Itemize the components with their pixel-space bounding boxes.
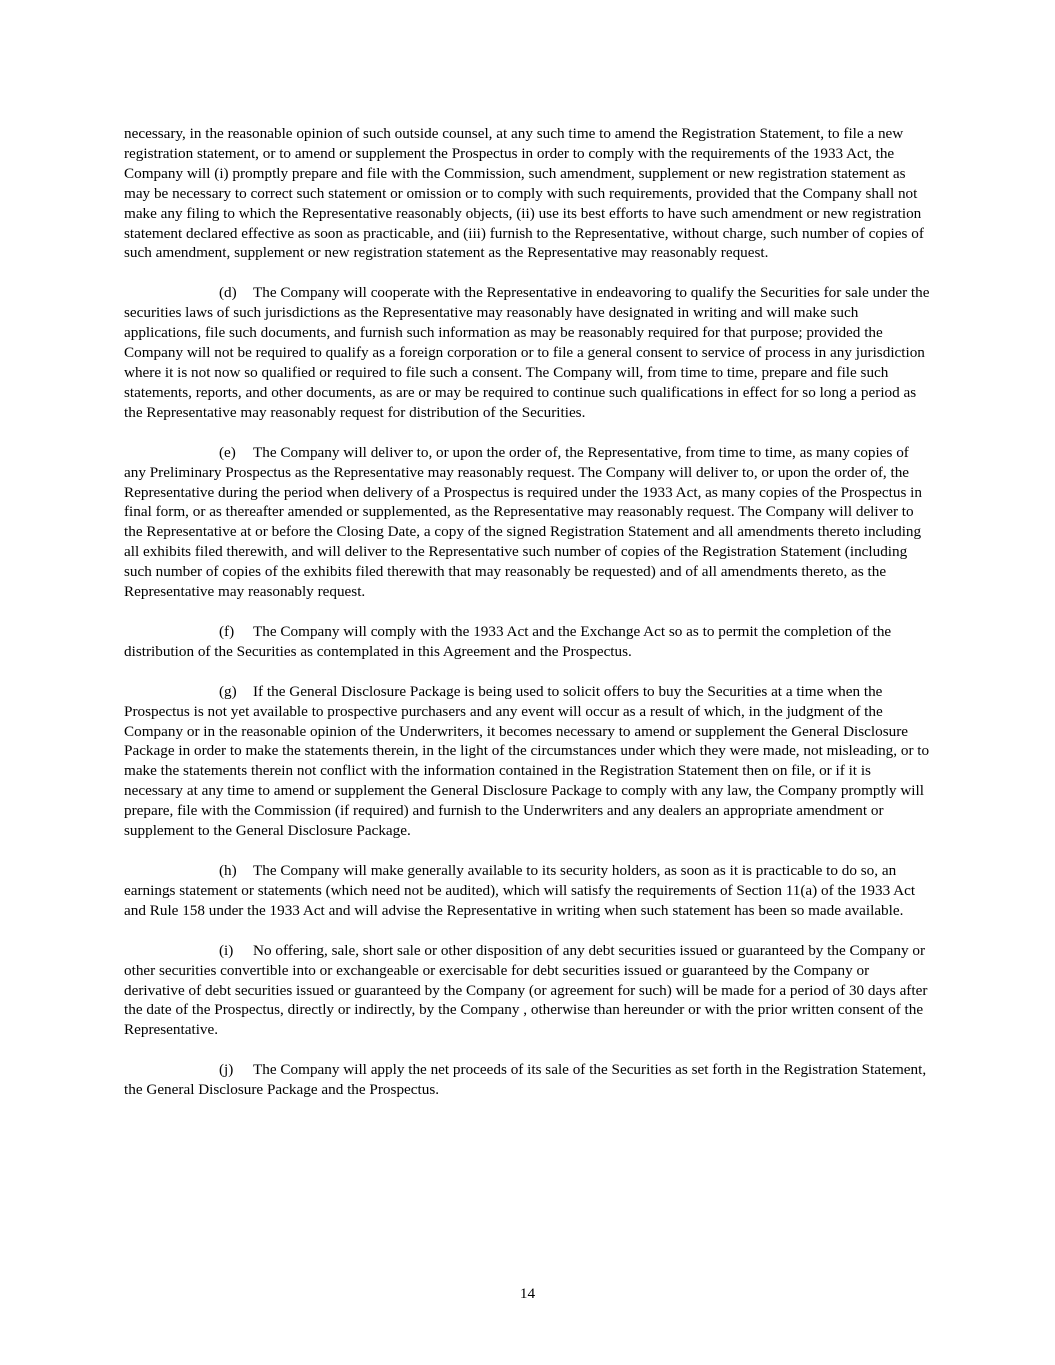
clause-text: The Company will cooperate with the Representative in endeavoring to qualify the Securities for sale under the securities laws of such jurisdictions as the Representative may reasonably have designated in writing and will make such applications, file such documents, and furnish such information as may be reasonably required for that purpose; provided the Company will not be required to qualify as a foreign corporation or to file a general consent to service of process in any jurisdiction where it is not now so qualified or required to file such a consent. The Company will, from time to time, prepare and file such statements, reports, and other documents, as are or may be required to continue such qualifications in effect for so long a period as the Representative may reasonably request for distribution of the Securities. [124, 284, 930, 421]
clause-text: If the General Disclosure Package is being used to solicit offers to buy the Securities at a time when the Prospectus is not yet available to prospective purchasers and any event will occur as a result of which, in the judgment of the Company or in the reasonable opinion of the Underwriters, it becomes necessary to amend or supplement the General Disclosure Package in order to make the statements therein, in the light of the circumstances under which they were made, not misleading, or to make the statements therein not conflict with the information contained in the Registration Statement then on file, or if it is necessary at any time to amend or supplement the General Disclosure Package to comply with any law, the Company promptly will prepare, file with the Commission (if required) and furnish to the Underwriters and any dealers an appropriate amendment or supplement to the General Disclosure Package. [124, 682, 930, 840]
clause-e [124, 443, 932, 602]
clause-label: (h) [219, 862, 237, 879]
clause-text: The Company will comply with the 1933 Act and the Exchange Act so as to permit the completion of the distribution of the Securities as contemplated in this Agreement and the Prospectus. [124, 622, 892, 660]
clause-label: (e) [219, 443, 236, 461]
document-page [124, 124, 932, 1120]
clause-f [124, 622, 932, 662]
clause-d [124, 283, 932, 422]
clause-i [124, 941, 932, 1041]
page-number: 14 [519, 1285, 536, 1302]
clause-j [124, 1060, 932, 1100]
clause-text: The Company will apply the net proceeds of its sale of the Securities as set forth in the Registration Statement, the General Disclosure Package and the Prospectus. [124, 1061, 927, 1099]
clause-label: (f) [219, 622, 235, 640]
clause-label: (g) [219, 682, 237, 700]
clause-text: No offering, sale, short sale or other disposition of any debt securities issued or guaranteed by the Company or other securities convertible into or exchangeable or exercisable for debt securities issued or guaranteed by the Company or derivative of debt securities issued or guaranteed by the Company (or agreement for such) will be made for a period of 30 days after the date of the Prospectus, directly or indirectly, by the Company , otherwise than hereunder or with the prior written consent of the Representative. [124, 941, 928, 1039]
clause-label: (d) [219, 284, 237, 302]
clause-h [124, 861, 932, 921]
clause-g [124, 682, 932, 841]
clause-text: The Company will make generally available to its security holders, as soon as it is practicable to do so, an earnings statement or statements (which need not be audited), which will satisfy the requirements of Section 11(a) of the 1933 Act and Rule 158 under the 1933 Act and will advise the Representative in writing when such statement has been so made available. [124, 862, 916, 919]
clause-label: (j) [219, 1061, 234, 1079]
continuation-paragraph: necessary, in the reasonable opinion of such outside counsel, at any such time to amend the Registration Statement, to file a new registration statement, or to amend or supplement the Prospectus in order to comply with the requirements of the 1933 Act, the Company will (i) promptly prepare and file with the Commission, such amendment, supplement or new registration statement as may be necessary to correct such statement or omission or to comply with such requirements, provided that the Company shall not make any filing to which the Representative reasonably objects, (ii) use its best efforts to have such amendment or new registration statement declared effective as soon as practicable, and (iii) furnish to the Representative, without charge, such number of copies of such amendment, supplement or new registration statement as the Representative may reasonably request. [124, 125, 924, 262]
clause-label: (i) [219, 941, 234, 959]
clause-text: The Company will deliver to, or upon the order of, the Representative, from time to time, as many copies of any Preliminary Prospectus as the Representative may reasonably request. The Company will deliver to, or upon the order of, the Representative during the period when delivery of a Prospectus is required under the 1933 Act, as many copies of the Prospectus in final form, or as thereafter amended or supplemented, as the Representative may reasonably request. The Company will deliver to the Representative at or before the Closing Date, a copy of the signed Registration Statement and all amendments thereto including all exhibits filed therewith, and will deliver to the Representative such number of copies of the Registration Statement (including such number of copies of the exhibits filed therewith that may reasonably be requested) and of all amendments thereto, as the Representative may reasonably request. [124, 443, 922, 601]
